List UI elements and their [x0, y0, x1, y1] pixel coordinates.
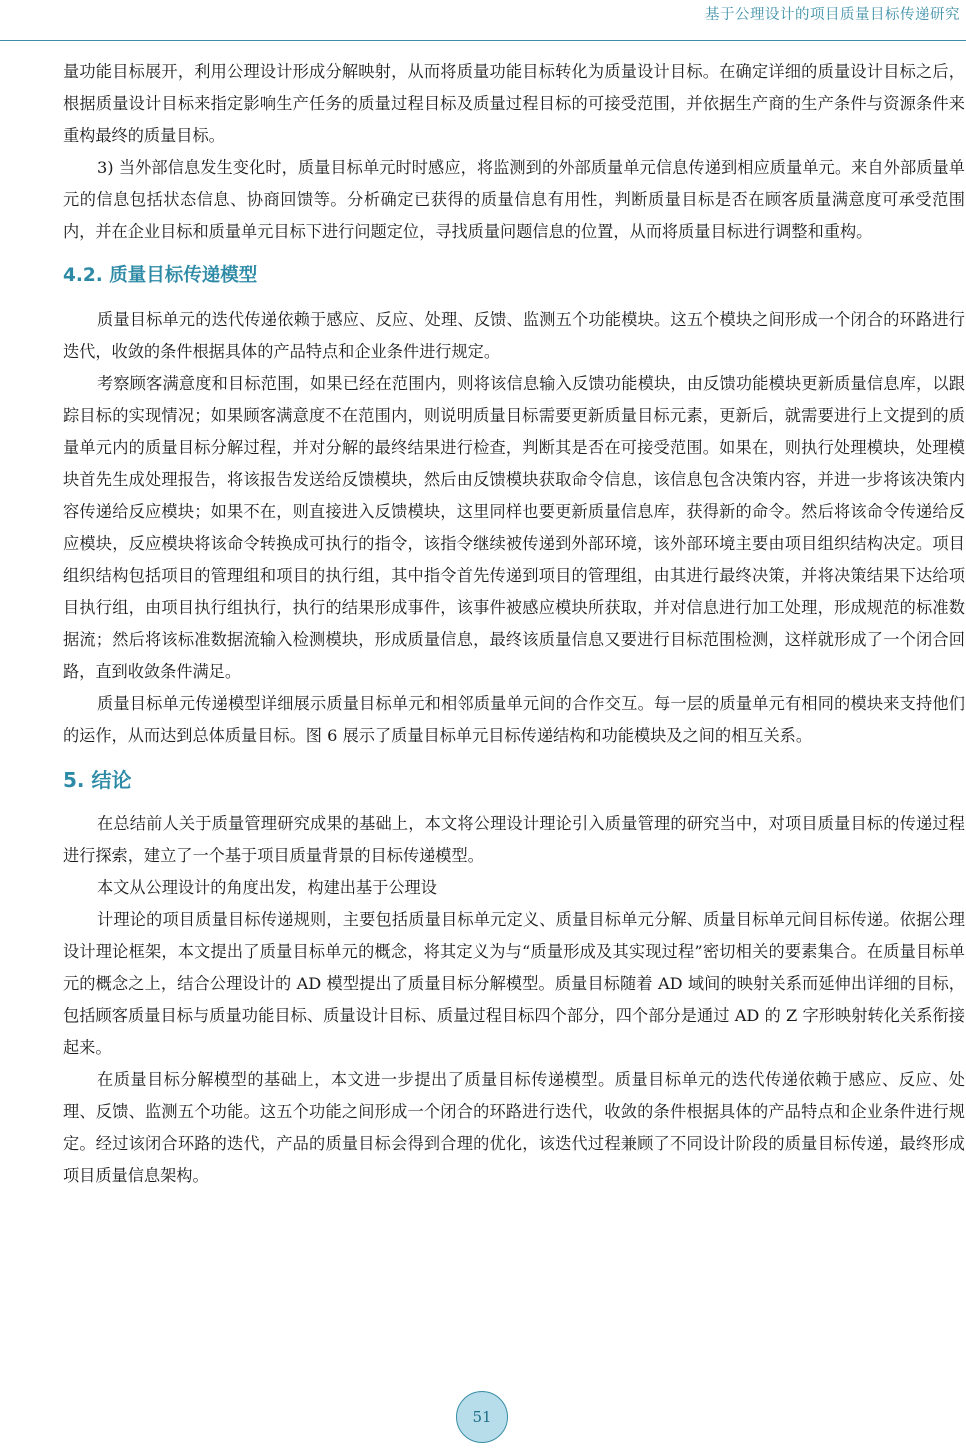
- paragraph: 在总结前人关于质量管理研究成果的基础上，本文将公理设计理论引入质量管理的研究当中，对项目质量目标的传递过程进行探索，建立了一个基于项目质量背景的目标传递模型。: [63, 814, 965, 865]
- paragraph: 考察顾客满意度和目标范围，如果已经在范围内，则将该信息输入反馈功能模块，由反馈功能模块更新质量信息库，以跟踪目标的实现情况；如果顾客满意度不在范围内，则说明质量目标需要更新质量目标元素，更新后，就需要进行上文提到的质量单元内的质量目标分解过程，并对分解的最终结果进行检查，判断其是否在可接受范围。如果在，则执行处理模块，处理模块首先生成处理报告，将该报告发送给反馈模块，然后由反馈模块获取命令信息，该信息包含决策内容，并进一步将该决策内容传递给反应模块；如果不在，则直接进入反馈模块，这里同样也要更新质量信息库，获得新的命令。然后将该命令传递给反应模块，反应模块将该命令转换成可执行的指令，该指令继续被传递到外部环境，该外部环境主要由项目组织结构决定。项目组织结构包括项目的管理组和项目的执行组，其中指令首先传递到项目的管理组，由其进行最终决策，并将决策结果下达给项目执行组，由项目执行组执行，执行的结果形成事件，该事件被感应模块所获取，并对信息进行加工处理，形成规范的标准数据流；然后将该标准数据流输入检测模块，形成质量信息，最终该质量信息又要进行目标范围检测，这样就形成了一个闭合回路，直到收敛条件满足。: [63, 374, 965, 681]
- running-title: 基于公理设计的项目质量目标传递研究: [705, 7, 960, 23]
- section-heading-4-2: 4.2. 质量目标传递模型: [63, 265, 258, 286]
- paragraph-item-3: 3) 当外部信息发生变化时，质量目标单元时时感应，将监测到的外部质量单元信息传递到相应质量单元。来自外部质量单元的信息包括状态信息、协商回馈等。分析确定已获得的质量信息有用性，判断质量目标是否在顾客质量满意度可承受范围内，并在企业目标和质量单元目标下进行问题定位，寻找质量问题信息的位置，从而将质量目标进行调整和重构。: [63, 158, 965, 241]
- page-header: [0, 0, 966, 41]
- paragraph: 质量目标单元传递模型详细展示质量目标单元和相邻质量单元间的合作交互。每一层的质量单元有相同的模块来支持他们的运作，从而达到总体质量目标。图 6 展示了质量目标单元目标传递结构和功能模块及之间的相互关系。: [63, 694, 965, 745]
- paragraph-continued: 量功能目标展开，利用公理设计形成分解映射，从而将质量功能目标转化为质量设计目标。在确定详细的质量设计目标之后，根据质量设计目标来指定影响生产任务的质量过程目标及质量过程目标的可接受范围，并依据生产商的生产条件与资源条件来重构最终的质量目标。: [63, 62, 965, 145]
- page-number: 51: [472, 1408, 492, 1426]
- paragraph: 在质量目标分解模型的基础上，本文进一步提出了质量目标传递模型。质量目标单元的迭代传递依赖于感应、反应、处理、反馈、监测五个功能。这五个功能之间形成一个闭合的环路进行迭代，收敛的条件根据具体的产品特点和企业条件进行规定。经过该闭合环路的迭代，产品的质量目标会得到合理的优化，该迭代过程兼顾了不同设计阶段的质量目标传递，最终形成项目质量信息架构。: [63, 1070, 965, 1185]
- article-body: [63, 56, 965, 1192]
- paragraph: 质量目标单元的迭代传递依赖于感应、反应、处理、反馈、监测五个功能模块。这五个模块之间形成一个闭合的环路进行迭代，收敛的条件根据具体的产品特点和企业条件进行规定。: [63, 310, 965, 361]
- paragraph: 计理论的项目质量目标传递规则，主要包括质量目标单元定义、质量目标单元分解、质量目标单元间目标传递。依据公理设计理论框架，本文提出了质量目标单元的概念，将其定义为与“质量形成及其实现过程”密切相关的要素集合。在质量目标单元的概念之上，结合公理设计的 AD 模型提出了质量目标分解模型。质量目标随着 AD 域间的映射关系而延伸出详细的目标，包括顾客质量目标与质量功能目标、质量设计目标、质量过程目标四个部分，四个部分是通过 AD 的 Z 字形映射转化关系衔接起来。: [63, 910, 965, 1057]
- section-heading-5: 5. 结论: [63, 768, 132, 792]
- page-number-badge: [456, 1391, 508, 1443]
- paragraph: 本文从公理设计的角度出发，构建出基于公理设: [97, 878, 437, 897]
